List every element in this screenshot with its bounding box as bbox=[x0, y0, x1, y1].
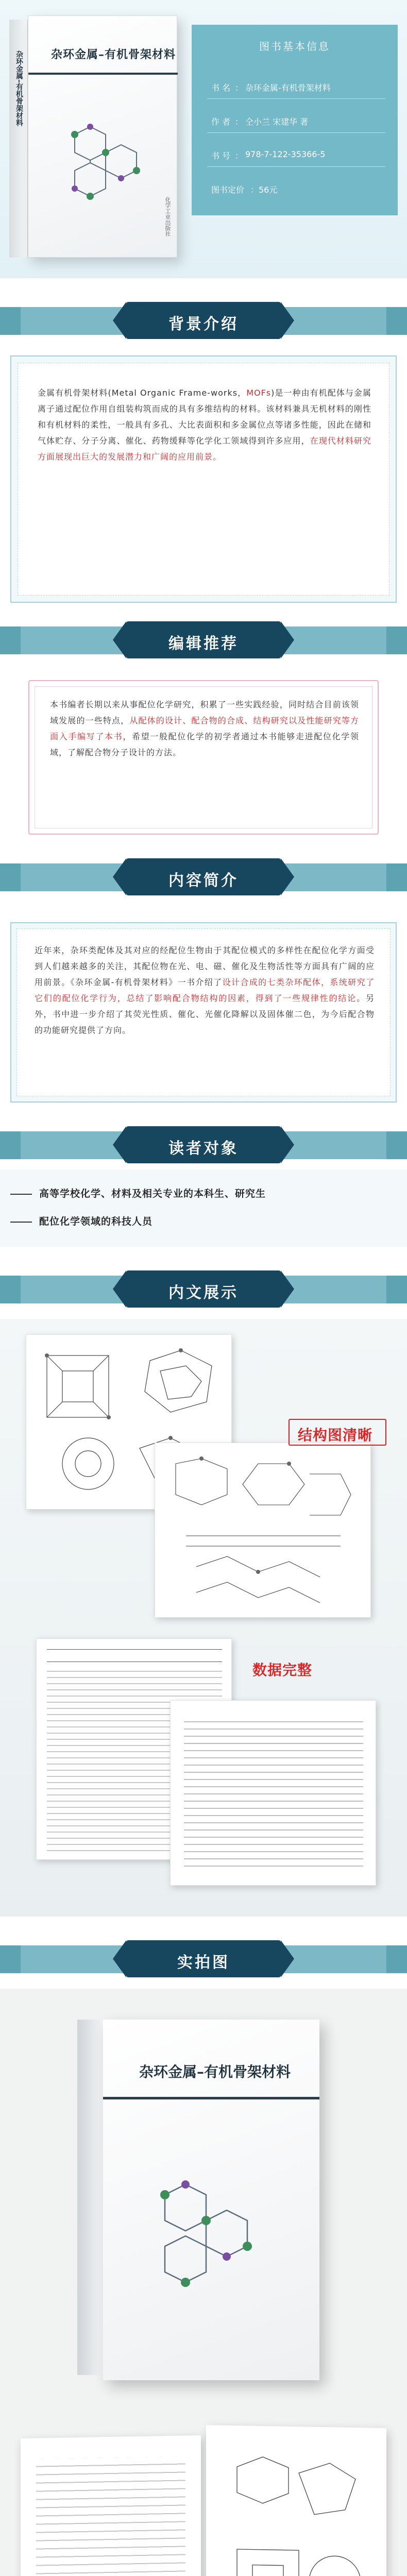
photo-cover-title: 杂环金属–有机骨架材料 bbox=[139, 2063, 291, 2080]
text-span: 本书编者长期以来从事配位化学研究，积累了一些实践经验，同时结合目前该领域发展的一些特点， bbox=[50, 700, 359, 725]
reader-item bbox=[10, 1211, 397, 1233]
info-separator: ： bbox=[235, 151, 244, 161]
highlight-text: MOFs bbox=[246, 388, 272, 398]
photos-area bbox=[0, 1989, 407, 2576]
section-notch bbox=[0, 1945, 21, 1973]
highlight-text: 设计合成的七类杂环配体，系统研究了它们的配位化学行为，总结了影响配合物结构的因素，得到了一些规律性的结论 bbox=[35, 977, 375, 1003]
tag-structure: 结构图清晰 bbox=[298, 1427, 373, 1444]
section-notch bbox=[386, 863, 407, 891]
info-label: 书 名 bbox=[211, 83, 231, 93]
info-row-author bbox=[192, 107, 398, 133]
info-separator: ： bbox=[235, 117, 244, 127]
book-cover-3d bbox=[9, 15, 179, 258]
section-notch bbox=[0, 1276, 21, 1303]
page-preview-structures-2 bbox=[155, 1443, 371, 1618]
divider bbox=[207, 98, 385, 99]
readers-area bbox=[0, 1170, 407, 1247]
section-title: 背景介绍 bbox=[168, 315, 239, 333]
info-label: 作 者 bbox=[211, 117, 231, 127]
section-notch bbox=[0, 307, 21, 335]
info-value: 56元 bbox=[259, 185, 278, 195]
section-pill bbox=[126, 1126, 281, 1163]
photo-cover-band bbox=[103, 2097, 319, 2099]
intro-text bbox=[35, 942, 375, 1038]
photo-spine bbox=[77, 2020, 103, 2375]
info-label: 图书定价 bbox=[211, 185, 245, 195]
table-rule bbox=[47, 1649, 222, 1650]
section-notch bbox=[386, 626, 407, 654]
molecule-illustration bbox=[44, 104, 157, 217]
photo-molecule bbox=[124, 2154, 289, 2318]
info-row-isbn bbox=[192, 141, 398, 167]
book-info-panel bbox=[192, 25, 398, 215]
cover-title: 杂环金属–有机骨架材料 bbox=[51, 48, 176, 61]
section-title: 实拍图 bbox=[177, 1954, 230, 1972]
text-span: ，希望一般配位化学的初学者通过本书能够走进配位化学领域，了解配合物分子设计的方法。 bbox=[50, 732, 359, 757]
photo-cover bbox=[103, 2020, 319, 2380]
highlight-text: 在现代材料研究方面展现出巨大的发展潜力和广阔的应用前景。 bbox=[38, 436, 371, 462]
section-title: 内容简介 bbox=[168, 872, 239, 890]
info-title: 图书基本信息 bbox=[259, 40, 330, 53]
photo-right-page bbox=[206, 2425, 386, 2576]
info-row-price bbox=[192, 175, 398, 201]
section-header-background bbox=[0, 289, 407, 340]
photo-open-book bbox=[21, 2416, 386, 2576]
book-spine bbox=[9, 20, 28, 258]
page-preview-text bbox=[170, 1700, 376, 1886]
section-pill bbox=[126, 1270, 281, 1308]
section-header-recommend bbox=[0, 608, 407, 659]
cover-band bbox=[28, 73, 178, 75]
reader-text: 高等学校化学、材料及相关专业的本科生、研究生 bbox=[39, 1188, 266, 1199]
divider bbox=[207, 132, 385, 133]
reader-dash bbox=[10, 1194, 32, 1195]
background-card bbox=[10, 355, 397, 603]
info-separator: ： bbox=[250, 185, 259, 195]
book-front bbox=[28, 15, 177, 258]
background-card-inner bbox=[18, 363, 389, 596]
pages-preview bbox=[0, 1319, 407, 1917]
photo-left-lines bbox=[36, 2456, 185, 2576]
section-title: 读者对象 bbox=[168, 1140, 239, 1158]
info-separator: ： bbox=[235, 83, 244, 93]
photo-book-front bbox=[77, 2020, 319, 2380]
section-header-intro bbox=[0, 845, 407, 896]
section-notch bbox=[386, 1945, 407, 1973]
background-text bbox=[38, 385, 371, 465]
section-title: 编辑推荐 bbox=[168, 635, 239, 653]
info-value: 杂环金属-有机骨架材料 bbox=[245, 83, 331, 93]
reader-dash bbox=[10, 1222, 32, 1223]
section-notch bbox=[0, 1131, 21, 1159]
cover-publisher: 化学工业出版社 bbox=[164, 197, 171, 236]
divider bbox=[207, 166, 385, 167]
hero-section bbox=[0, 0, 407, 278]
section-notch bbox=[386, 1131, 407, 1159]
section-header-pages bbox=[0, 1257, 407, 1309]
recommend-card bbox=[28, 680, 379, 835]
text-span: )是一种由有机配体与金属离子通过配位作用自组装构筑而成的具有多维结构的材料。该材料兼具无机材料的刚性和有机材料的柔性，一般具有多孔、大比表面积和多金属位点等诸多性能，因此在储和气体贮存、分子分离、催化、药物缓释等化学化工领域得到许多应用， bbox=[38, 388, 371, 446]
intro-card bbox=[10, 922, 397, 1103]
reader-text: 配位化学领域的科技人员 bbox=[39, 1216, 153, 1227]
intro-card-inner bbox=[16, 928, 391, 1096]
photo-right-structures bbox=[206, 2425, 386, 2576]
text-span: 近年来，杂环类配体及其对应的经配位生物由于其配位模式的多样性在配位化学方面受到人们越来越多的关注，其配位物在光、电、磁、催化及生物活性等方面具有广阔的应用前景。《杂环金属-有机骨架材料》一书介绍了 bbox=[35, 945, 375, 987]
reader-item bbox=[10, 1183, 397, 1206]
section-pill bbox=[126, 858, 281, 895]
info-value: 978-7-122-35366-5 bbox=[245, 149, 326, 159]
spine-title: 杂环金属–有机骨架材料 bbox=[15, 50, 23, 126]
highlight-text: 从配体的设计、配合物的合成、结构研究以及性能研究等方面入手编写了本书 bbox=[50, 716, 359, 741]
photo-left-page bbox=[21, 2435, 201, 2576]
section-notch bbox=[386, 1276, 407, 1303]
info-row-title bbox=[192, 73, 398, 99]
text-lines bbox=[184, 1715, 363, 1870]
section-pill bbox=[126, 1940, 281, 1977]
section-title: 内文展示 bbox=[168, 1284, 239, 1302]
section-notch bbox=[0, 626, 21, 654]
section-notch bbox=[0, 863, 21, 891]
info-value: 仝小兰 宋建华 著 bbox=[245, 117, 309, 127]
recommend-text bbox=[50, 697, 359, 760]
info-label: 书 号 bbox=[211, 151, 231, 161]
structure-drawing bbox=[155, 1443, 371, 1618]
section-header-photos bbox=[0, 1927, 407, 1978]
text-span: 。另外，书中进一步介绍了其荧光性质、催化、光催化降解以及固体催二色，为今后配合物的功能研究提供了方向。 bbox=[35, 993, 375, 1035]
tag-data: 数据完整 bbox=[252, 1662, 313, 1679]
section-pill bbox=[126, 302, 281, 339]
section-pill bbox=[126, 621, 281, 658]
section-notch bbox=[386, 307, 407, 335]
section-header-readers bbox=[0, 1113, 407, 1164]
text-span: 金属有机骨架材料(Metal Organic Frame-works， bbox=[38, 388, 247, 398]
